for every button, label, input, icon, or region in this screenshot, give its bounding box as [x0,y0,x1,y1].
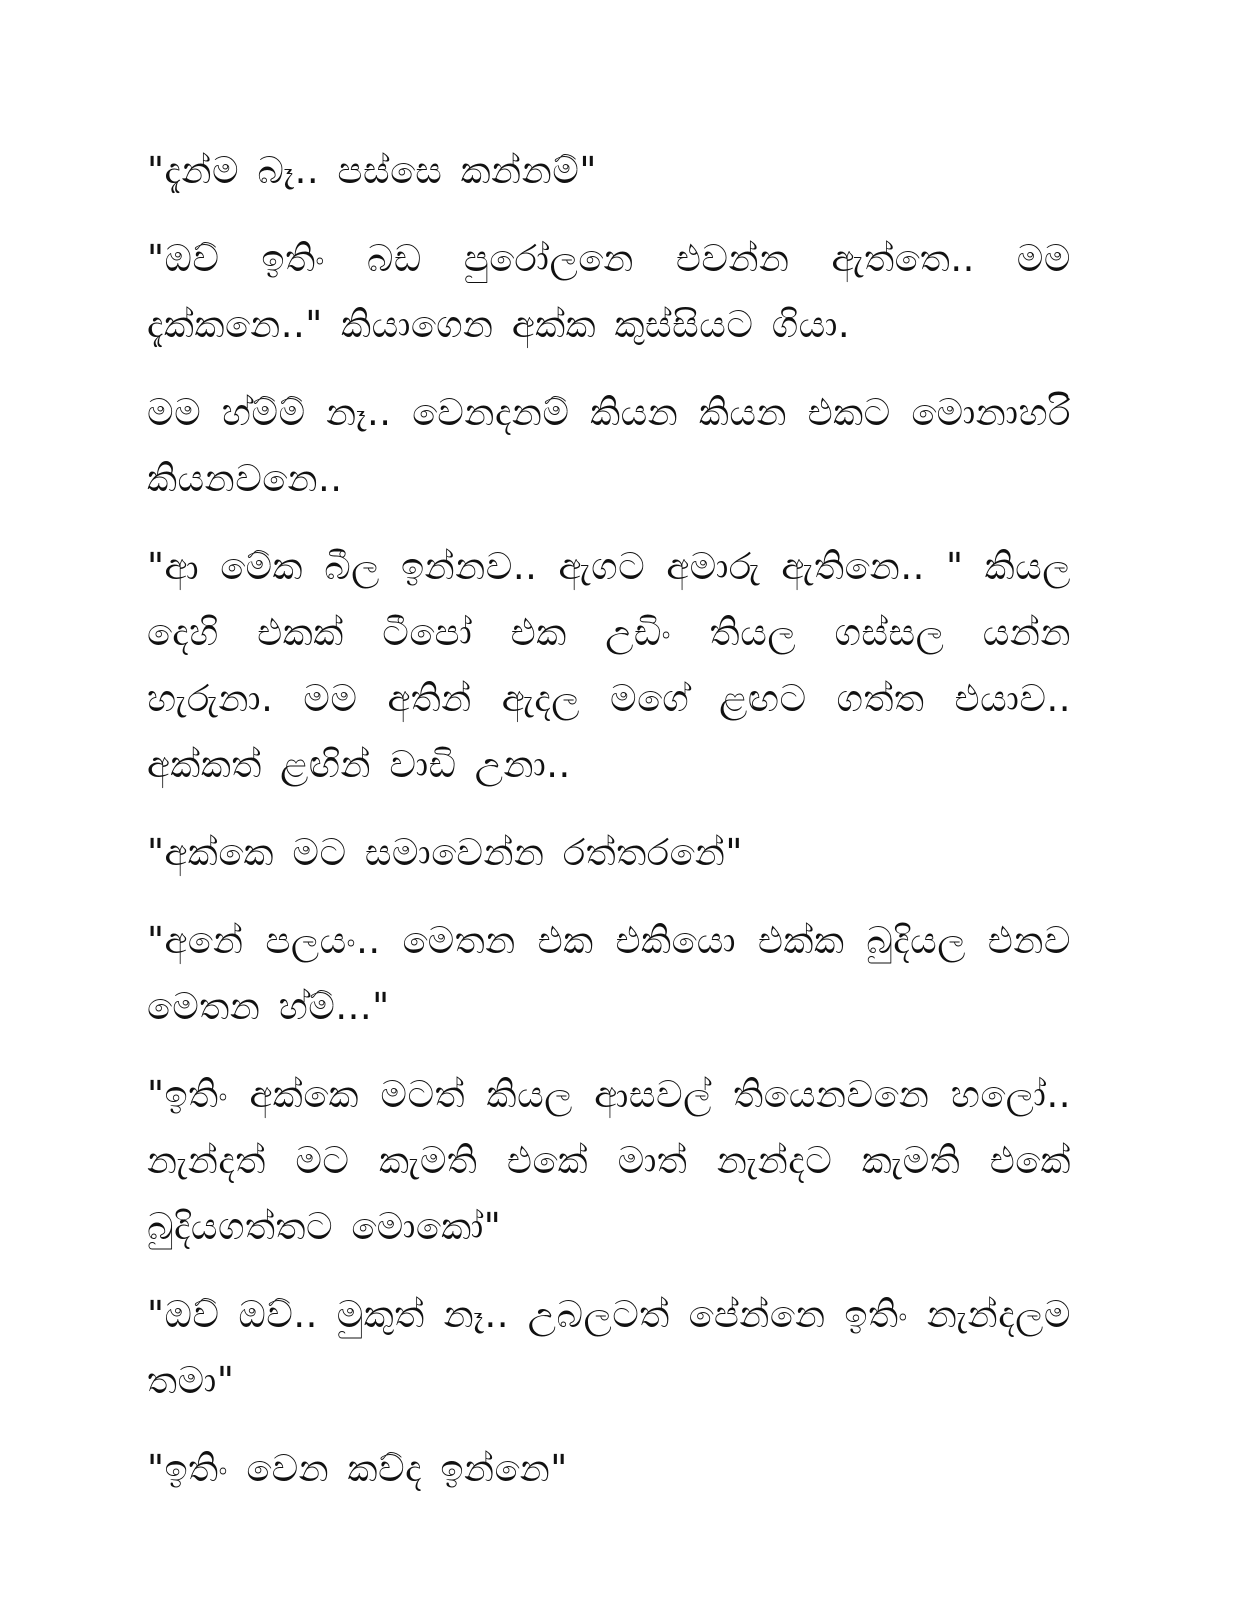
paragraph-8: "ඔව් ඔව්.. මුකුත් නෑ.. උබලටත් පේන්නෙ ඉතිං නැන්දලම තමා" [147,1293,1071,1402]
paragraph-6: "අනේ පලයං.. මෙතන එක එකියො එක්ක බුදියල එනව මෙතන හ්ම්..." [147,919,1071,1028]
paragraph-3: මම හ්ම්ම් නෑ.. වෙනදනම් කියන කියන එකට මොනාහරි කියනවනෙ.. [147,391,1071,500]
story-text [147,138,1071,1524]
paragraph-7: "ඉතිං අක්කෙ මටත් කියල ආසවල් තියෙනවනෙ හලෝ.. නැන්දත් මට කැමති එකේ මාත් නැන්දට කැමති එකේ බුදියගත්තට මොකෝ" [147,1073,1071,1248]
paragraph-2: "ඔව් ඉතිං බඩ පුරෝලනෙ එවන්න ඇත්තෙ.. මම දැක්කනෙ.." කියාගෙන අක්ක කුස්සියට ගියා. [147,237,1071,346]
paragraph-9: "ඉතිං වෙන කව්ද ඉන්නෙ" [147,1447,568,1490]
paragraph-1: "දැන්ම බෑ.. පස්සෙ කන්නම්" [147,149,597,192]
paragraph-5: "අක්කෙ මට සමාවෙන්න රත්තරනේ" [147,831,743,874]
paragraph-4: "ආ මේක බීල ඉන්නව.. ඇගට අමාරු ඇතිනෙ.. " කියල දෙහි එකක් ටීපෝ එක උඩිං තියල ගස්සල යන්න හැරුනා. මම අතින් ඇදල මගේ ළඟට ගත්ත එයාව.. අක්කත් ළඟින් වාඩි උනා.. [147,545,1071,786]
